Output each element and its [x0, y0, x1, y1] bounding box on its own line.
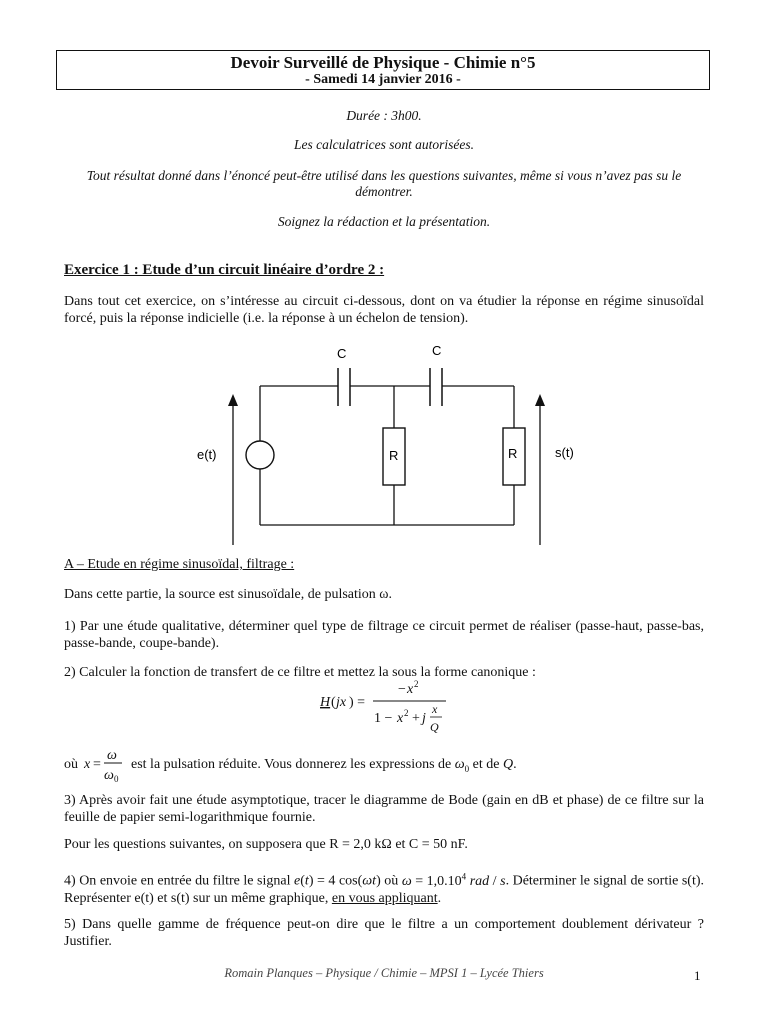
svg-text:j: j	[422, 711, 426, 726]
svg-text:ω: ω	[103, 768, 114, 783]
part-a-title: A – Etude en régime sinusoïdal, filtrage :	[64, 557, 295, 572]
page-title: Devoir Surveillé de Physique - Chimie n°5	[230, 53, 536, 72]
page-number: 1	[694, 968, 701, 983]
q4-part-c: . Déterminer le signal de sortie s(t). Représenter e(t) et s(t) sur un même graphique,	[64, 873, 705, 906]
where-prefix: où	[64, 757, 78, 773]
question-5: 5) Dans quelle gamme de fréquence peut-on dire que le filtre a un comportement doublement dérivateur ? Justifier.	[64, 917, 704, 949]
footer-text: Romain Planques – Physique / Chimie – MPSI 1 – Lycée Thiers	[224, 966, 544, 980]
transfer-function-formula	[318, 680, 458, 740]
svg-text:−: −	[398, 682, 406, 697]
svg-text:x: x	[397, 711, 404, 726]
question-1: 1) Par une étude qualitative, déterminer quel type de filtrage ce circuit permet de réaliser (passe-haut, passe-bas, passe-bande, coupe-bande).	[64, 619, 704, 651]
svg-text:H: H	[320, 695, 331, 710]
svg-text:Q: Q	[430, 720, 439, 734]
q-symbol: Q.	[502, 757, 517, 773]
svg-text:2: 2	[414, 679, 419, 689]
exercise-intro: Dans tout cet exercice, on s’intéresse au circuit ci-dessous, dont on va étudier la réponse en régime sinusoïdal forcé, puis la réponse indicielle (i.e. la réponse à un échelon de tension).	[64, 294, 704, 326]
calculators-text: Les calculatrices sont autorisées.	[294, 137, 474, 152]
q4-emphasis: en vous appliquant	[331, 890, 438, 906]
output-label: s(t)	[555, 445, 574, 460]
cap2-label: C	[432, 343, 442, 358]
svg-text:1 −: 1 −	[374, 711, 393, 726]
svg-text:+: +	[412, 711, 420, 726]
exercise-title: Exercice 1 : Etude d’un circuit linéaire d’ordre 2 :	[64, 262, 385, 278]
q4-part-b: où	[384, 873, 399, 889]
omega-value-expression: $\omega = 1,0.10^4$ rad / s	[401, 871, 506, 889]
svg-text:0: 0	[113, 774, 118, 784]
question-4: 4) On envoie en entrée du filtre le signal e(t) = 4 cos(ωt) où $\omega = 1,0.10^4$ rad / s. Déterminer le signal de sortie s(t). Représenter e(t) et s(t) sur un même graphique, en vous appliquant.	[64, 871, 705, 906]
input-signal-expression: e(t) = 4 cos(ωt)	[294, 873, 381, 889]
where-mid: est la pulsation réduite. Vous donnerez les expressions de	[131, 757, 452, 773]
voltage-source	[246, 441, 274, 469]
cap1-label: C	[337, 346, 347, 361]
title-box	[56, 50, 710, 90]
duration-text: Durée : 3h00.	[346, 108, 422, 123]
reduced-pulsation-line	[64, 746, 704, 784]
question-3: 3) Après avoir fait une étude asymptotique, tracer le diagramme de Bode (gain en dB et phase) de ce filtre sur la feuille de papier semi-logarithmique fournie.	[64, 793, 704, 825]
question-2: 2) Calculer la fonction de transfert de ce filtre et mettez la sous la forme canonique :	[64, 665, 536, 680]
capacitor-2	[430, 368, 442, 406]
svg-text:2: 2	[404, 708, 409, 718]
exam-date: - Samedi 14 janvier 2016 -	[305, 72, 461, 87]
svg-text:x: x	[432, 702, 438, 716]
svg-text:jx: jx	[336, 695, 347, 710]
res1-label: R	[389, 448, 399, 463]
svg-text:x: x	[407, 682, 414, 697]
part-a-intro: Dans cette partie, la source est sinusoïdale, de pulsation ω.	[64, 587, 393, 602]
res2-label: R	[508, 446, 518, 461]
output-arrow	[535, 394, 545, 545]
care-text: Soignez la rédaction et la présentation.	[277, 214, 491, 229]
x-equals-omega-ratio	[82, 746, 128, 784]
q4-part-a: 4) On envoie en entrée du filtre le signal	[64, 873, 291, 889]
where-and: et de	[472, 757, 500, 773]
svg-text:=: =	[92, 757, 101, 772]
svg-text:x: x	[83, 757, 90, 772]
capacitor-1	[338, 368, 350, 406]
svg-text:(: (	[331, 695, 336, 710]
omega0-symbol: $\omega_0$	[454, 757, 470, 775]
input-label: e(t)	[197, 447, 217, 462]
results-text: Tout résultat donné dans l’énoncé peut-être utilisé dans les questions suivantes, même si vous n’avez pas su le démontrer.	[86, 168, 682, 199]
circuit-diagram	[0, 330, 768, 550]
input-arrow	[228, 394, 238, 545]
values-statement: Pour les questions suivantes, on supposera que R = 2,0 kΩ et C = 50 nF.	[64, 837, 468, 852]
svg-text:ω: ω	[106, 748, 117, 763]
svg-text:) =: ) =	[349, 695, 366, 710]
